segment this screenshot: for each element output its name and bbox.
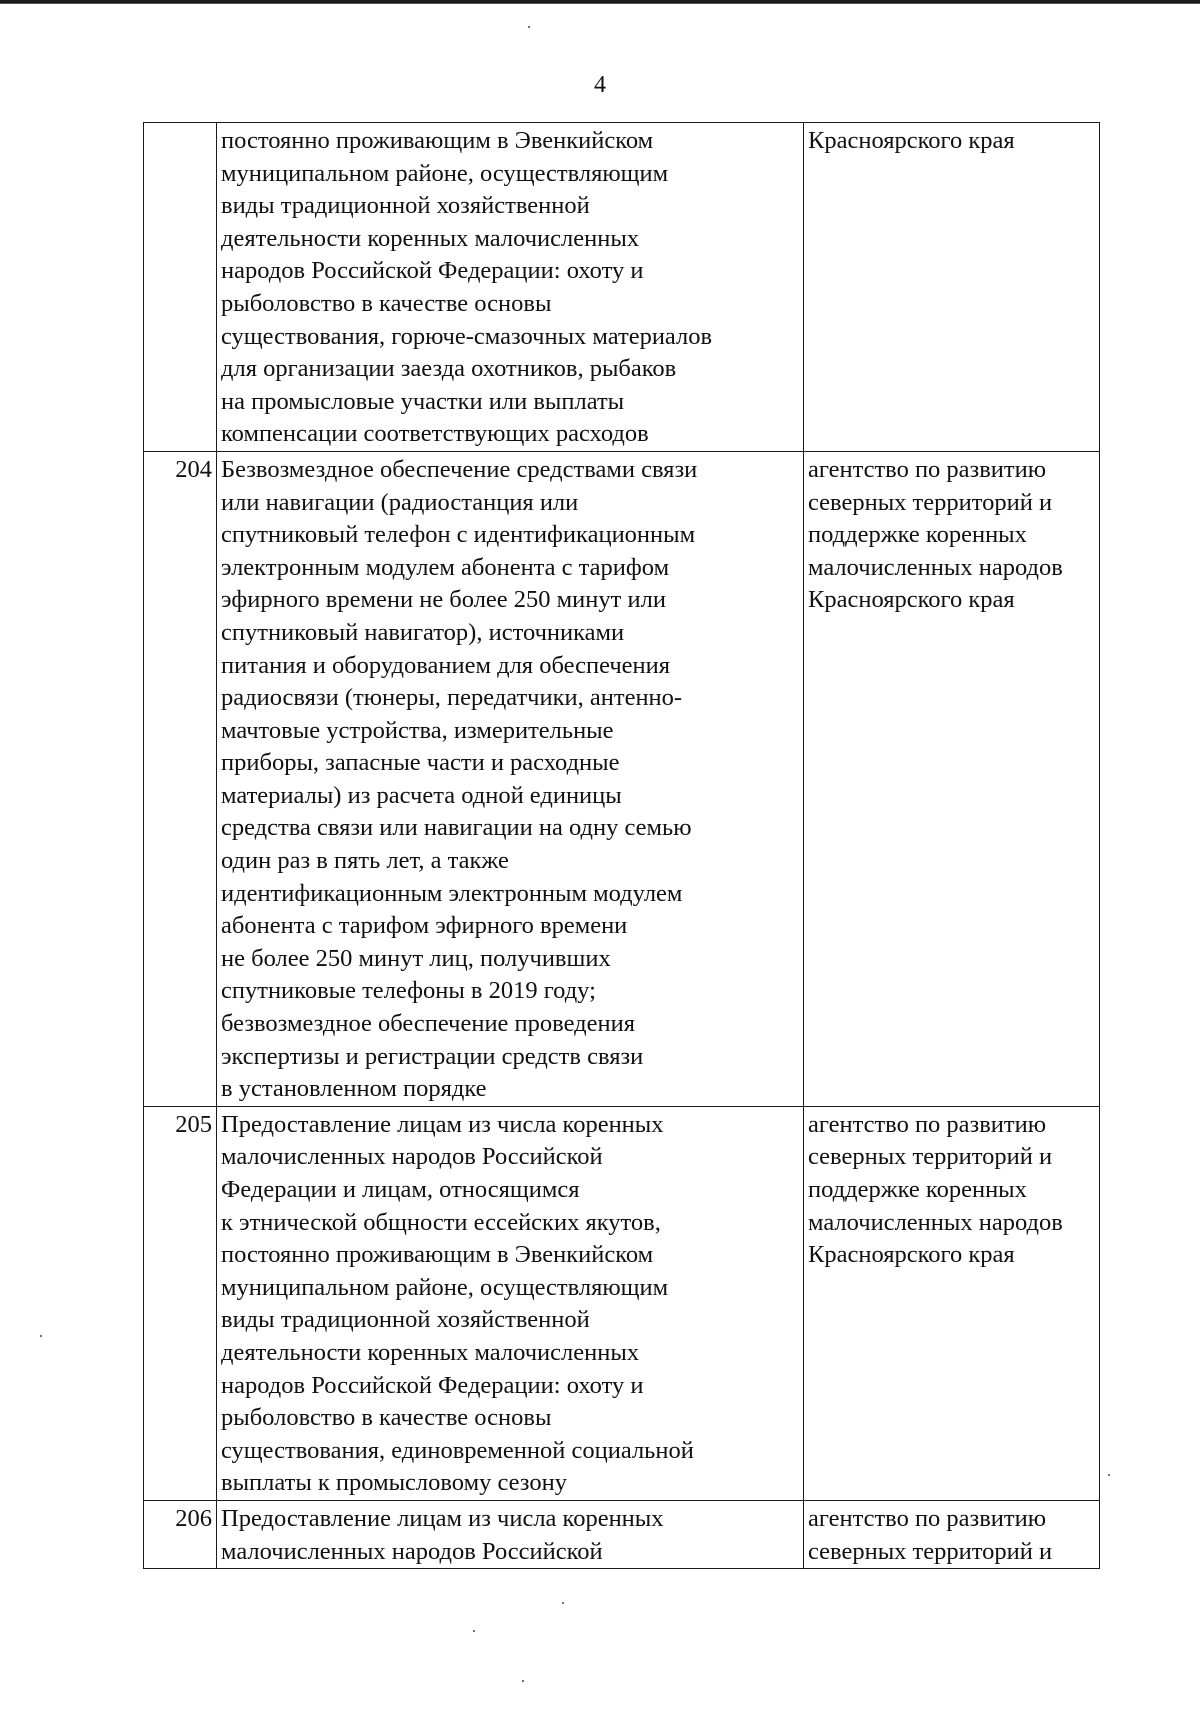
description-line: рыболовство в качестве основы — [221, 1404, 552, 1432]
agency-line: Красноярского края — [808, 586, 1015, 614]
document-table-body — [144, 123, 1100, 1569]
description-line: спутниковый телефон с идентификационным — [221, 521, 696, 549]
description-line: спутниковые телефоны в 2019 году; — [221, 977, 596, 1005]
description-line: один раз в пять лет, а также — [221, 847, 509, 875]
description-cell — [217, 123, 804, 452]
description-line: деятельности коренных малочисленных — [221, 1338, 640, 1366]
description-line: виды традиционной хозяйственной — [221, 192, 590, 220]
description-cell — [217, 1106, 804, 1500]
description-line: материалы) из расчета одной единицы — [221, 781, 622, 809]
table-row — [144, 123, 1100, 452]
description-line: рыболовство в качестве основы — [221, 289, 552, 317]
description-line: спутниковый навигатор), источниками — [221, 618, 625, 646]
scan-speck — [528, 26, 530, 28]
description-line: электронным модулем абонента с тарифом — [221, 553, 670, 581]
agency-line: Красноярского края — [808, 127, 1015, 154]
agency-cell — [804, 1500, 1100, 1568]
description-line: для организации заезда охотников, рыбаков — [221, 355, 677, 383]
description-line: Предоставление лицам из числа коренных — [221, 1504, 664, 1532]
description-line: деятельности коренных малочисленных — [221, 224, 640, 252]
agency-cell — [804, 1106, 1100, 1500]
description-line: не более 250 минут лиц, получивших — [221, 944, 611, 972]
description-cell — [217, 451, 804, 1106]
scan-speck — [40, 1335, 42, 1337]
row-number-cell — [144, 123, 217, 452]
description-line: существования, единовременной социальной — [221, 1436, 694, 1464]
table-row — [144, 451, 1100, 1106]
description-line: муниципальном районе, осуществляющим — [221, 1273, 669, 1301]
agency-line: малочисленных народов — [808, 553, 1063, 581]
agency-line: северных территорий и — [808, 1537, 1053, 1565]
description-line: малочисленных народов Российской — [221, 1537, 603, 1565]
description-line: в установленном порядке — [221, 1075, 487, 1103]
description-line: Предоставление лицам из числа коренных — [221, 1110, 664, 1138]
description-line: компенсации соответствующих расходов — [221, 420, 649, 448]
description-line: к этнической общности ессейских якутов, — [221, 1208, 661, 1236]
description-line: безвозмездное обеспечение проведения — [221, 1010, 635, 1038]
agency-line: агентство по развитию — [808, 1504, 1047, 1532]
agency-line: северных территорий и — [808, 488, 1053, 516]
top-border-rule — [0, 0, 1200, 6]
page-number: 4 — [594, 72, 606, 98]
description-line: питания и оборудованием для обеспечения — [221, 651, 671, 679]
description-line: средства связи или навигации на одну семью — [221, 814, 692, 842]
description-line: существования, горюче-смазочных материалов — [221, 322, 713, 350]
agency-line: агентство по развитию — [808, 455, 1047, 483]
description-line: постоянно проживающим в Эвенкийском — [221, 1241, 654, 1269]
agency-line: поддержке коренных — [808, 1176, 1027, 1203]
description-line: постоянно проживающим в Эвенкийском — [221, 127, 654, 154]
description-line: радиосвязи (тюнеры, передатчики, антенно- — [221, 684, 683, 712]
agency-line: северных территорий и — [808, 1143, 1053, 1171]
description-line: муниципальном районе, осуществляющим — [221, 159, 669, 187]
description-line: приборы, запасные части и расходные — [221, 749, 620, 777]
description-cell — [217, 1500, 804, 1568]
description-line: Федерации и лицам, относящимся — [221, 1176, 580, 1203]
table-row — [144, 1106, 1100, 1500]
row-number-cell: 204 — [144, 451, 217, 1106]
scan-speck — [1108, 1474, 1110, 1476]
description-line: народов Российской Федерации: охоту и — [221, 257, 644, 285]
scan-speck — [562, 1602, 564, 1604]
agency-line: агентство по развитию — [808, 1110, 1047, 1138]
description-line: Безвозмездное обеспечение средствами связи — [221, 455, 698, 483]
document-table — [143, 122, 1100, 1569]
row-number-cell: 205 — [144, 1106, 217, 1500]
description-line: абонента с тарифом эфирного времени — [221, 912, 628, 940]
scan-speck — [522, 1680, 524, 1682]
agency-cell — [804, 451, 1100, 1106]
row-number-cell: 206 — [144, 1500, 217, 1568]
description-line: идентификационным электронным модулем — [221, 879, 683, 907]
description-line: или навигации (радиостанция или — [221, 488, 579, 516]
agency-line: малочисленных народов — [808, 1208, 1063, 1236]
description-line: мачтовые устройства, измерительные — [221, 716, 614, 744]
description-line: выплаты к промысловому сезону — [221, 1469, 567, 1497]
description-line: на промысловые участки или выплаты — [221, 387, 625, 415]
description-line: народов Российской Федерации: охоту и — [221, 1371, 644, 1399]
scan-speck — [473, 1630, 475, 1632]
agency-cell — [804, 123, 1100, 452]
agency-line: Красноярского края — [808, 1241, 1015, 1269]
table-row — [144, 1500, 1100, 1568]
description-line: виды традиционной хозяйственной — [221, 1306, 590, 1334]
agency-line: поддержке коренных — [808, 521, 1027, 549]
description-line: малочисленных народов Российской — [221, 1143, 603, 1171]
description-line: эфирного времени не более 250 минут или — [221, 586, 666, 614]
description-line: экспертизы и регистрации средств связи — [221, 1042, 644, 1070]
